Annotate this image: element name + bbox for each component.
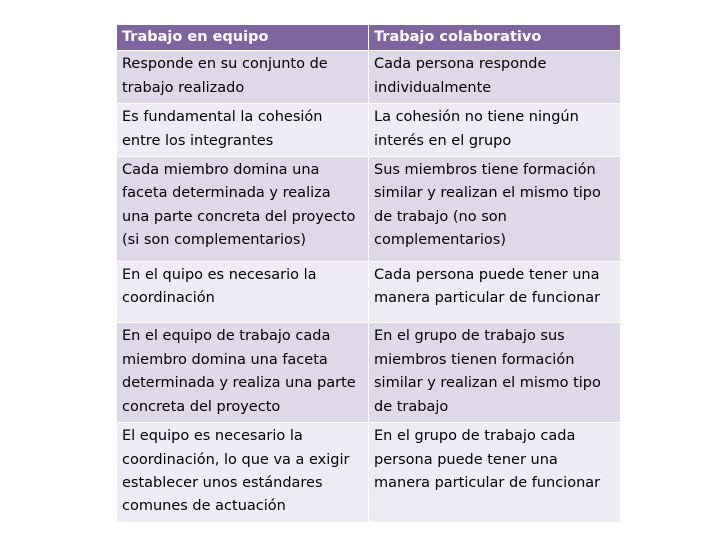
table-row bbox=[117, 51, 621, 104]
table-row bbox=[117, 423, 621, 523]
cell-colaborativo: En el grupo de trabajo cada persona puede tener una manera particular de funcionar bbox=[369, 423, 621, 523]
table-row bbox=[117, 261, 621, 323]
table-row bbox=[117, 323, 621, 423]
cell-equipo: Es fundamental la cohesión entre los integrantes bbox=[117, 104, 369, 157]
cell-colaborativo: Cada persona responde individualmente bbox=[369, 51, 621, 104]
cell-colaborativo: En el grupo de trabajo sus miembros tienen formación similar y realizan el mismo tipo de trabajo bbox=[369, 323, 621, 423]
cell-equipo: Cada miembro domina una faceta determinada y realiza una parte concreta del proyecto (si son complementarios) bbox=[117, 157, 369, 262]
cell-equipo: Responde en su conjunto de trabajo realizado bbox=[117, 51, 369, 104]
table-row bbox=[117, 104, 621, 157]
header-row bbox=[117, 25, 621, 51]
cell-colaborativo: Cada persona puede tener una manera particular de funcionar bbox=[369, 261, 621, 323]
cell-colaborativo: La cohesión no tiene ningún interés en el grupo bbox=[369, 104, 621, 157]
table-header bbox=[117, 25, 621, 51]
comparison-table bbox=[116, 24, 621, 523]
header-trabajo-en-equipo: Trabajo en equipo bbox=[117, 25, 369, 51]
table-body bbox=[117, 51, 621, 522]
cell-colaborativo: Sus miembros tiene formación similar y realizan el mismo tipo de trabajo (no son complementarios) bbox=[369, 157, 621, 262]
cell-equipo: En el equipo de trabajo cada miembro domina una faceta determinada y realiza una parte concreta del proyecto bbox=[117, 323, 369, 423]
header-trabajo-colaborativo: Trabajo colaborativo bbox=[369, 25, 621, 51]
cell-equipo: En el quipo es necesario la coordinación bbox=[117, 261, 369, 323]
cell-equipo: El equipo es necesario la coordinación, lo que va a exigir establecer unos estándares comunes de actuación bbox=[117, 423, 369, 523]
table-row bbox=[117, 157, 621, 262]
